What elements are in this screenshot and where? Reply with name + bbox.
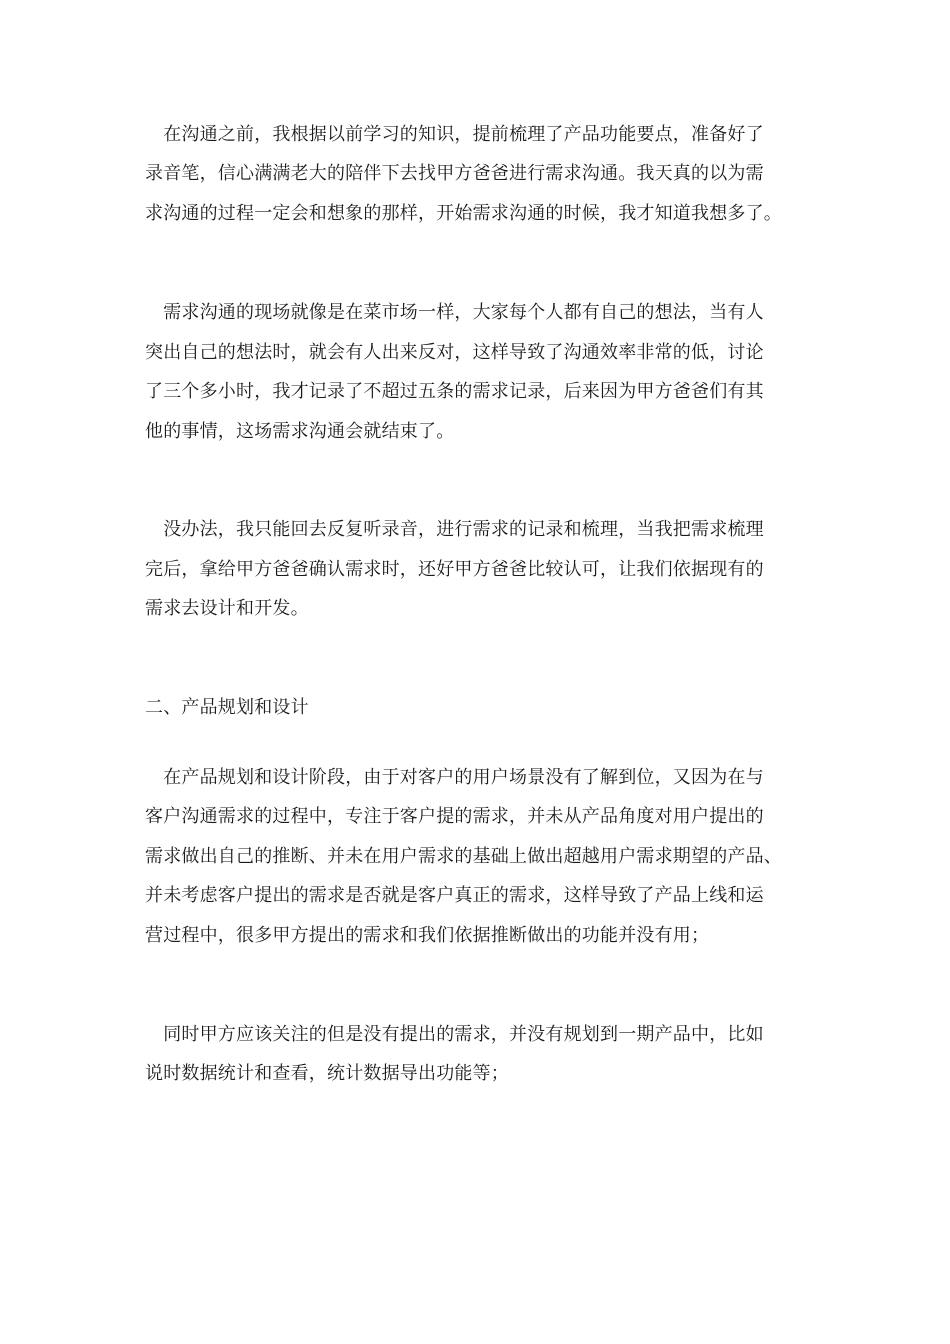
paragraph-line: 需求做出自己的推断、并未在用户需求的基础上做出超越用户需求期望的产品、: [145, 846, 782, 867]
section-heading-text: 二、产品规划和设计: [145, 697, 309, 718]
paragraph-line: 录音笔，信心满满老大的陪伴下去找甲方爸爸进行需求沟通。我天真的以为需: [145, 163, 764, 184]
paragraph-line: 在沟通之前，我根据以前学习的知识，提前梳理了产品功能要点，准备好了: [145, 124, 764, 145]
paragraph-line: 同时甲方应该关注的但是没有提出的需求，并没有规划到一期产品中，比如: [145, 1024, 764, 1045]
paragraph-line: 客户沟通需求的过程中，专注于客户提的需求，并未从产品角度对用户提出的: [145, 806, 764, 827]
paragraph-line: 突出自己的想法时，就会有人出来反对，这样导致了沟通效率非常的低，讨论: [145, 342, 764, 363]
paragraph-line: 营过程中，很多甲方提出的需求和我们依据推断做出的功能并没有用；: [145, 925, 710, 946]
paragraph-line: 他的事情，这场需求沟通会就结束了。: [145, 421, 455, 442]
paragraph-line: 了三个多小时，我才记录了不超过五条的需求记录，后来因为甲方爸爸们有其: [145, 381, 764, 402]
paragraph-line: 求沟通的过程一定会和想象的那样，开始需求沟通的时候，我才知道我想多了。: [145, 203, 782, 224]
paragraph-line: 完后，拿给甲方爸爸确认需求时，还好甲方爸爸比较认可，让我们依据现有的: [145, 559, 764, 580]
paragraph-line: 没办法，我只能回去反复听录音，进行需求的记录和梳理，当我把需求梳理: [145, 519, 764, 540]
paragraph-line: 需求沟通的现场就像是在菜市场一样，大家每个人都有自己的想法，当有人: [145, 302, 764, 323]
paragraph-line: 说时数据统计和查看，统计数据导出功能等；: [145, 1063, 509, 1084]
paragraph-line: 并未考虑客户提出的需求是否就是客户真正的需求，这样导致了产品上线和运: [145, 885, 764, 906]
paragraph-line: 需求去设计和开发。: [145, 598, 309, 619]
paragraph-line: 在产品规划和设计阶段，由于对客户的用户场景没有了解到位，又因为在与: [145, 767, 764, 788]
